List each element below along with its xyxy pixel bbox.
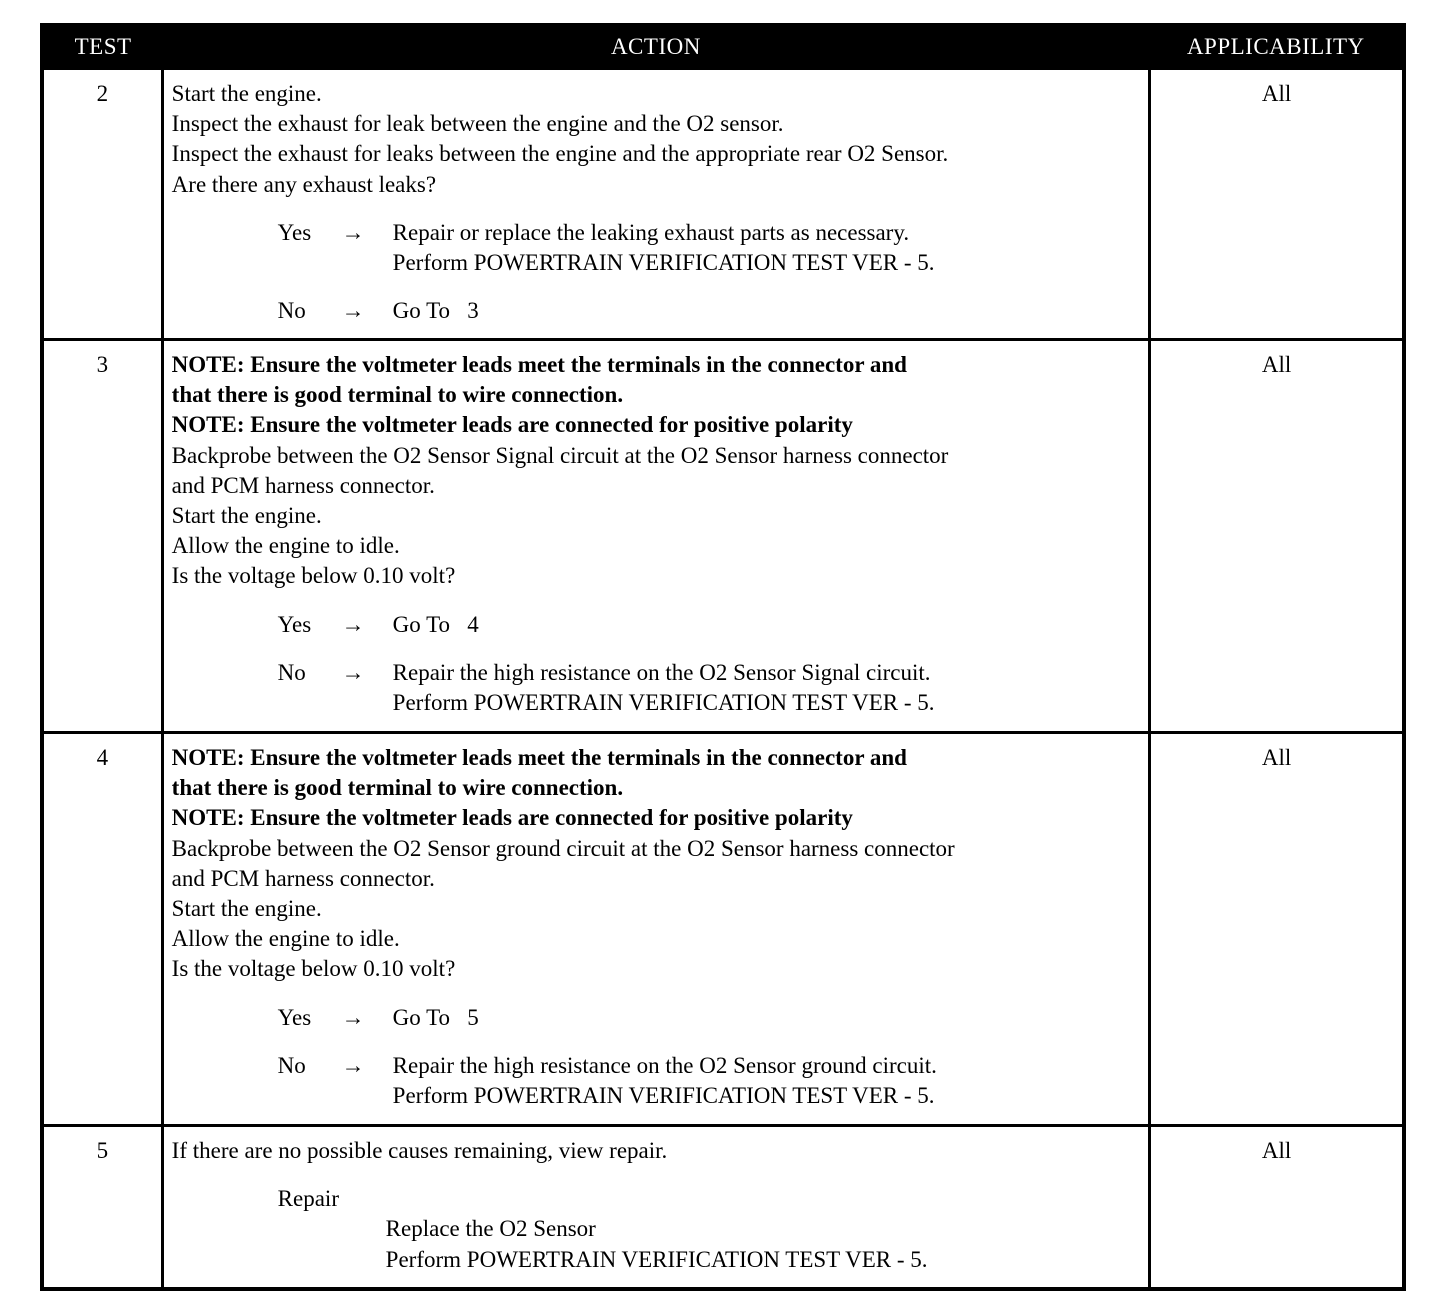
yes-result (393, 1003, 479, 1033)
note-line: that there is good terminal to wire connection. (171, 382, 624, 408)
test-number: 3 (42, 340, 162, 733)
result-line: Go To 4 (392, 611, 479, 637)
yes-branch (172, 610, 1142, 640)
test-number: 2 (42, 69, 162, 340)
yes-result (393, 610, 479, 640)
yes-label: Yes (277, 611, 312, 637)
right-arrow-icon: → (341, 1004, 365, 1030)
action-line: Backprobe between the O2 Sensor Signal circuit at the O2 Sensor harness connector (171, 442, 949, 468)
action-cell (162, 69, 1149, 340)
applicability-value: All (1150, 733, 1404, 1126)
action-line: Start the engine. (171, 896, 322, 922)
table-row (42, 340, 1404, 733)
action-line: Are there any exhaust leaks? (171, 171, 437, 197)
action-cell (162, 1126, 1149, 1289)
action-line: Is the voltage below 0.10 volt? (171, 956, 456, 982)
no-label: No (277, 1052, 306, 1078)
table-header-row (42, 25, 1404, 69)
right-arrow-icon: → (341, 1052, 365, 1078)
action-line: Allow the engine to idle. (171, 926, 400, 952)
yes-result (393, 218, 935, 278)
result-line: Perform POWERTRAIN VERIFICATION TEST VER - 5. (392, 250, 935, 276)
no-branch (172, 658, 1142, 718)
no-branch (172, 296, 1142, 326)
action-line: Is the voltage below 0.10 volt? (171, 563, 456, 589)
note-line: NOTE: Ensure the voltmeter leads meet the terminals in the connector and (171, 745, 907, 770)
test-number: 5 (42, 1126, 162, 1289)
action-line: and PCM harness connector. (171, 472, 435, 498)
repair-item: Perform POWERTRAIN VERIFICATION TEST VER - 5. (385, 1246, 928, 1272)
action-line: Inspect the exhaust for leak between the engine and the O2 sensor. (171, 111, 784, 137)
header-applicability: APPLICABILITY (1150, 25, 1404, 69)
no-result (393, 296, 479, 326)
right-arrow-icon: → (341, 611, 365, 637)
diagnostic-test-table (40, 23, 1406, 1291)
right-arrow-icon: → (341, 298, 365, 324)
right-arrow-icon: → (341, 219, 365, 245)
action-cell (162, 733, 1149, 1126)
result-line: Repair or replace the leaking exhaust parts as necessary. (392, 219, 910, 245)
action-line: If there are no possible causes remaining, view repair. (171, 1138, 668, 1163)
table-row (42, 69, 1404, 340)
action-line: Backprobe between the O2 Sensor ground circuit at the O2 Sensor harness connector (171, 835, 955, 861)
action-line: Start the engine. (171, 503, 322, 529)
note-line: NOTE: Ensure the voltmeter leads are connected for positive polarity (171, 412, 853, 438)
table-row (42, 1126, 1404, 1289)
repair-block (172, 1184, 1142, 1275)
action-line: Allow the engine to idle. (171, 533, 400, 559)
header-action: ACTION (162, 25, 1149, 69)
header-test: TEST (42, 25, 162, 69)
table-row (42, 733, 1404, 1126)
action-cell (162, 340, 1149, 733)
note-line: NOTE: Ensure the voltmeter leads meet the terminals in the connector and (171, 352, 907, 377)
no-result (393, 1051, 937, 1111)
note-line: that there is good terminal to wire connection. (171, 775, 624, 801)
result-line: Go To 3 (392, 298, 479, 324)
result-line: Perform POWERTRAIN VERIFICATION TEST VER - 5. (392, 690, 935, 716)
no-branch (172, 1051, 1142, 1111)
result-line: Repair the high resistance on the O2 Sensor Signal circuit. (392, 659, 931, 685)
applicability-value: All (1150, 1126, 1404, 1289)
repair-item: Replace the O2 Sensor (385, 1216, 596, 1242)
applicability-value: All (1150, 340, 1404, 733)
yes-branch (172, 1003, 1142, 1033)
action-line: Start the engine. (171, 81, 322, 106)
yes-label: Yes (277, 1004, 312, 1030)
no-label: No (277, 298, 306, 324)
result-line: Go To 5 (392, 1004, 479, 1030)
test-number: 4 (42, 733, 162, 1126)
repair-items (278, 1214, 1142, 1274)
result-line: Perform POWERTRAIN VERIFICATION TEST VER - 5. (392, 1083, 935, 1109)
action-line: Inspect the exhaust for leaks between the engine and the appropriate rear O2 Sensor. (171, 141, 949, 167)
right-arrow-icon: → (341, 659, 365, 685)
yes-label: Yes (277, 219, 312, 245)
no-result (393, 658, 935, 718)
result-line: Repair the high resistance on the O2 Sensor ground circuit. (392, 1052, 937, 1078)
action-line: and PCM harness connector. (171, 865, 435, 891)
no-label: No (277, 659, 306, 685)
yes-branch (172, 218, 1142, 278)
applicability-value: All (1150, 69, 1404, 340)
repair-label: Repair (277, 1186, 339, 1212)
note-line: NOTE: Ensure the voltmeter leads are connected for positive polarity (171, 805, 853, 831)
